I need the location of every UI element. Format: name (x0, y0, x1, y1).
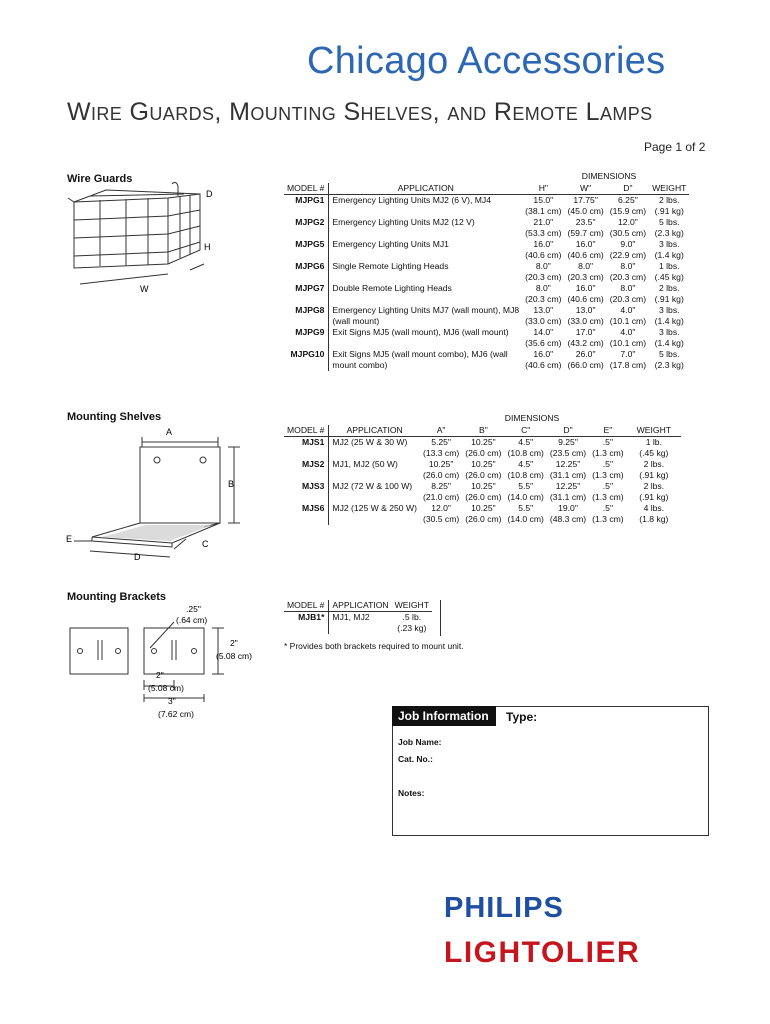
philips-logo: PHILIPS (444, 892, 564, 924)
e-line: .5" (602, 459, 613, 469)
h-cell (522, 239, 564, 261)
wire-guard-label-d: D (206, 189, 213, 199)
w-line: (40.6 cm) (567, 250, 604, 260)
bracket-dim-b1-cm: (5.08 cm) (148, 683, 184, 693)
h-line: 16.0" (533, 349, 554, 359)
weight-line: (.91 kg) (639, 492, 669, 502)
model-cell: MJPG8 (284, 305, 329, 327)
b-cell (462, 481, 504, 503)
a-line: 5.25" (431, 437, 451, 447)
weight-line: (1.4 kg) (654, 250, 684, 260)
e-line: (1.3 cm) (592, 492, 624, 502)
table-row (284, 481, 681, 503)
bracket-weight (392, 612, 432, 635)
b-line: 10.25" (471, 437, 496, 447)
d-line: (20.3 cm) (609, 272, 647, 282)
app-line (332, 250, 519, 261)
d-line: (31.1 cm) (549, 470, 587, 480)
w-cell (564, 349, 606, 371)
application-cell: MJ2 (125 W & 250 W) (332, 503, 417, 513)
wire-guard-label-w: W (140, 284, 149, 294)
weight-cell (649, 217, 689, 239)
e-line: .5" (602, 503, 613, 513)
d-line: (10.1 cm) (609, 316, 647, 326)
h-cell (522, 261, 564, 283)
weight-cell (627, 437, 681, 460)
h-line: 14.0" (533, 327, 554, 337)
h-line: 21.0" (533, 217, 554, 227)
weight-cell (649, 195, 689, 218)
col-weight: WEIGHT (392, 600, 432, 612)
a-cell (420, 437, 462, 460)
w-line: (33.0 cm) (567, 316, 604, 326)
h-line: (20.3 cm) (525, 272, 562, 282)
c-cell (505, 481, 547, 503)
model-cell: MJPG5 (284, 239, 329, 261)
weight-line: 2 lbs. (643, 459, 665, 469)
a-line: (26.0 cm) (422, 470, 460, 480)
col-model: MODEL # (284, 183, 329, 195)
job-name-label: Job Name: (398, 737, 442, 747)
weight-line: 2 lbs. (658, 195, 680, 205)
a-line: 10.25" (428, 459, 454, 469)
app-cell (329, 217, 522, 239)
col-a: A" (420, 425, 462, 437)
cat-no-label: Cat. No.: (398, 754, 433, 764)
w-cell (564, 327, 606, 349)
table-row (284, 349, 689, 371)
d-line: (15.9 cm) (609, 206, 647, 216)
d-line: 12.25" (555, 481, 581, 491)
h-line: 8.0" (535, 261, 551, 271)
model-cell: MJS1 (284, 437, 329, 460)
model-cell: MJS6 (284, 503, 329, 525)
weight-line: 3 lbs. (658, 239, 680, 249)
w-line: (40.6 cm) (567, 294, 604, 304)
weight-line: 2 lbs. (643, 481, 665, 491)
shelf-label-b: B (228, 479, 235, 489)
w-cell (564, 217, 606, 239)
weight-line: 5 lbs. (658, 349, 680, 359)
h-line: 16.0" (533, 239, 554, 249)
weight-line: 3 lbs. (658, 305, 680, 315)
a-cell (420, 503, 462, 525)
app-cell (329, 327, 522, 349)
d-cell (607, 283, 649, 305)
h-cell (522, 283, 564, 305)
d-line: (31.1 cm) (549, 492, 587, 502)
job-information-heading: Job Information (392, 706, 496, 726)
bracket-weight-kg: (.23 kg) (397, 623, 427, 633)
w-line: 16.0" (575, 283, 596, 293)
wire-guards-heading: Wire Guards (67, 173, 133, 185)
bracket-dim-b1-in: 2" (156, 670, 164, 680)
d-line: (30.5 cm) (609, 228, 647, 238)
app-cell (329, 195, 522, 218)
h-cell (522, 349, 564, 371)
col-c: C" (505, 425, 547, 437)
b-line: (26.0 cm) (465, 492, 502, 502)
h-line: 15.0" (533, 195, 554, 205)
d-line: 8.0" (620, 283, 636, 293)
e-cell (589, 481, 627, 503)
d-cell (607, 349, 649, 371)
d-line: (22.9 cm) (609, 250, 647, 260)
col-application: APPLICATION (329, 183, 522, 195)
c-line: 4.5" (518, 437, 534, 447)
b-line: 10.25" (471, 481, 496, 491)
h-line: (20.3 cm) (525, 294, 562, 304)
w-cell (564, 195, 606, 218)
shelf-label-a: A (166, 427, 173, 437)
app-line: Exit Signs MJ5 (wall mount), MJ6 (wall mount) (332, 327, 509, 337)
c-line: 4.5" (518, 459, 534, 469)
w-line: 8.0" (578, 261, 594, 271)
bracket-dim-top-cm: (.64 cm) (176, 615, 208, 625)
weight-cell (627, 459, 681, 481)
model-cell: MJPG9 (284, 327, 329, 349)
col-b: B" (462, 425, 504, 437)
w-cell (564, 261, 606, 283)
weight-line: (.91 kg) (654, 206, 684, 216)
d-line: 4.0" (620, 305, 636, 315)
bracket-model: MJB1* (284, 612, 329, 635)
w-cell (564, 283, 606, 305)
w-line: (66.0 cm) (567, 360, 604, 370)
c-line: 5.5" (518, 481, 534, 491)
app-line: (wall mount) (332, 316, 380, 326)
b-cell (462, 503, 504, 525)
w-line: 16.0" (575, 239, 596, 249)
table-row (284, 217, 689, 239)
w-line: (59.7 cm) (567, 228, 604, 238)
bracket-dim-b2-cm: (7.62 cm) (158, 709, 194, 719)
d-line: 6.25" (618, 195, 638, 205)
b-line: (26.0 cm) (465, 514, 502, 524)
d-cell (547, 481, 589, 503)
d-line: 12.0" (618, 217, 638, 227)
weight-line: 2 lbs. (658, 283, 680, 293)
h-cell (522, 327, 564, 349)
h-cell (522, 217, 564, 239)
w-line: 23.5" (575, 217, 596, 227)
h-cell (522, 305, 564, 327)
app-line: mount combo) (332, 360, 388, 370)
page-subtitle (67, 98, 653, 127)
weight-cell (627, 481, 681, 503)
app-line: Emergency Lighting Units MJ2 (6 V), MJ4 (332, 195, 491, 205)
table-row (284, 612, 432, 635)
w-cell (564, 239, 606, 261)
app-line: Exit Signs MJ5 (wall mount combo), MJ6 (wall (332, 349, 508, 359)
bracket-weight-lb: .5 lb. (402, 612, 422, 622)
c-line: (10.8 cm) (507, 448, 544, 458)
mounting-shelves-table (284, 425, 681, 525)
c-cell (505, 459, 547, 481)
app-line (332, 294, 519, 305)
d-line: (23.5 cm) (549, 448, 587, 458)
notes-label: Notes: (398, 788, 425, 798)
d-line: 4.0" (620, 327, 636, 337)
app-line: Emergency Lighting Units MJ2 (12 V) (332, 217, 475, 227)
mounting-brackets-heading: Mounting Brackets (67, 591, 167, 603)
weight-line: (1.4 kg) (654, 316, 684, 326)
a-cell (420, 481, 462, 503)
col-model: MODEL # (284, 600, 329, 612)
table-row (284, 437, 681, 460)
b-line: (26.0 cm) (465, 448, 502, 458)
a-line: (30.5 cm) (422, 514, 460, 524)
d-cell (607, 217, 649, 239)
b-line: (26.0 cm) (465, 470, 502, 480)
shelves-header-row (284, 425, 681, 437)
bracket-application: MJ1, MJ2 (332, 612, 370, 622)
app-cell (329, 305, 522, 327)
app-line: Single Remote Lighting Heads (332, 261, 449, 271)
d-cell (607, 261, 649, 283)
d-line: (10.1 cm) (609, 338, 647, 348)
col-e: E" (589, 425, 627, 437)
app-cell (329, 283, 522, 305)
d-line: (17.8 cm) (609, 360, 647, 370)
h-cell (522, 195, 564, 218)
brackets-header-row (284, 600, 432, 612)
h-line: 8.0" (535, 283, 551, 293)
a-line: (21.0 cm) (422, 492, 460, 502)
h-line: (40.6 cm) (525, 360, 562, 370)
a-line: 8.25" (431, 481, 451, 491)
d-cell (607, 239, 649, 261)
table-row (284, 261, 689, 283)
d-line: (48.3 cm) (549, 514, 587, 524)
table-row (284, 305, 689, 327)
mounting-brackets-table (284, 600, 432, 634)
model-cell: MJPG1 (284, 195, 329, 218)
a-cell (420, 459, 462, 481)
weight-line: (.45 kg) (654, 272, 684, 282)
c-line: (14.0 cm) (507, 492, 544, 502)
h-line: 13.0" (533, 305, 554, 315)
app-line: Emergency Lighting Units MJ1 (332, 239, 449, 249)
d-line: 9.0" (620, 239, 636, 249)
weight-cell (649, 349, 689, 371)
wire-guards-header-row (284, 183, 689, 195)
lightolier-logo: LIGHTOLIER (444, 936, 641, 969)
e-cell (589, 437, 627, 460)
col-h: H" (522, 183, 564, 195)
bracket-table-rule (440, 600, 441, 636)
wire-guards-table (284, 183, 689, 371)
weight-cell (649, 305, 689, 327)
col-d: D" (607, 183, 649, 195)
w-line: 17.75" (573, 195, 598, 205)
table-row (284, 195, 689, 218)
d-cell (607, 327, 649, 349)
bracket-dim-b2-in: 3" (168, 696, 176, 706)
d-line: 8.0" (620, 261, 636, 271)
table-row (284, 503, 681, 525)
app-cell (329, 349, 522, 371)
c-cell (505, 437, 547, 460)
weight-line: 1 lb. (645, 437, 662, 447)
e-line: .5" (602, 481, 613, 491)
col-weight: WEIGHT (627, 425, 681, 437)
weight-line: (.45 kg) (639, 448, 669, 458)
d-line: 19.0" (558, 503, 578, 513)
d-cell (607, 305, 649, 327)
shelf-label-d: D (134, 552, 141, 562)
weight-line: 3 lbs. (658, 327, 680, 337)
app-line (332, 228, 519, 239)
page-title: Chicago Accessories (307, 40, 666, 82)
col-application: APPLICATION (329, 600, 392, 612)
table-row (284, 239, 689, 261)
model-cell: MJS2 (284, 459, 329, 481)
weight-line: 4 lbs. (643, 503, 665, 513)
bracket-dim-side-in: 2" (230, 638, 238, 648)
c-cell (505, 503, 547, 525)
wire-guard-diagram (60, 180, 220, 300)
b-line: 10.25" (471, 503, 496, 513)
app-cell (329, 261, 522, 283)
w-line: (45.0 cm) (567, 206, 604, 216)
app-line (332, 338, 519, 349)
weight-line: (1.4 kg) (654, 338, 684, 348)
col-weight: WEIGHT (649, 183, 689, 195)
c-line: (14.0 cm) (507, 514, 544, 524)
b-cell (462, 459, 504, 481)
application-cell: MJ2 (25 W & 30 W) (332, 437, 408, 447)
app-cell (329, 239, 522, 261)
app-line: Double Remote Lighting Heads (332, 283, 452, 293)
d-line: 12.25" (555, 459, 581, 469)
d-line: 9.25" (558, 437, 578, 447)
weight-cell (627, 503, 681, 525)
d-cell (547, 437, 589, 460)
bracket-dim-top-in: .25" (186, 604, 201, 614)
bracket-dim-side-cm: (5.08 cm) (216, 651, 252, 661)
bracket-footnote: * Provides both brackets required to mount unit. (284, 641, 464, 651)
app-line: Emergency Lighting Units MJ7 (wall mount), MJ8 (332, 305, 520, 315)
weight-line: (2.3 kg) (654, 360, 684, 370)
wire-guard-label-h: H (204, 242, 211, 252)
model-cell: MJPG2 (284, 217, 329, 239)
model-cell: MJPG7 (284, 283, 329, 305)
h-line: (35.6 cm) (525, 338, 562, 348)
weight-line: 5 lbs. (658, 217, 680, 227)
shelf-label-c: C (202, 539, 209, 549)
d-cell (547, 459, 589, 481)
wire-guards-dimensions-label: DIMENSIONS (581, 171, 637, 181)
model-cell: MJPG6 (284, 261, 329, 283)
d-line: (20.3 cm) (609, 294, 647, 304)
e-cell (589, 459, 627, 481)
h-line: (38.1 cm) (525, 206, 562, 216)
b-cell (462, 437, 504, 460)
w-cell (564, 305, 606, 327)
w-line: 17.0" (575, 327, 596, 337)
e-line: (1.3 cm) (592, 470, 624, 480)
col-d: D" (547, 425, 589, 437)
c-line: (10.8 cm) (507, 470, 544, 480)
table-row (284, 327, 689, 349)
col-application: APPLICATION (329, 425, 420, 437)
col-w: W" (564, 183, 606, 195)
shelves-dimensions-label: DIMENSIONS (504, 413, 560, 423)
application-cell: MJ2 (72 W & 100 W) (332, 481, 413, 491)
a-line: (13.3 cm) (422, 448, 460, 458)
job-type-label: Type: (506, 710, 538, 724)
application-cell: MJ1, MJ2 (50 W) (332, 459, 398, 469)
b-line: 10.25" (471, 459, 496, 469)
d-cell (547, 503, 589, 525)
c-line: 5.5" (518, 503, 534, 513)
weight-line: (.91 kg) (654, 294, 684, 304)
weight-cell (649, 283, 689, 305)
app-line (332, 272, 519, 283)
subtitle-text: Wire Guards, Mounting Shelves, and Remote Lamps (67, 98, 653, 126)
e-line: (1.3 cm) (592, 448, 624, 458)
e-line: (1.3 cm) (592, 514, 624, 524)
table-row (284, 283, 689, 305)
a-line: 12.0" (431, 503, 451, 513)
d-cell (607, 195, 649, 218)
model-cell: MJS3 (284, 481, 329, 503)
d-line: 7.0" (620, 349, 636, 359)
e-line: .5" (602, 437, 613, 447)
mounting-shelves-heading: Mounting Shelves (67, 411, 162, 423)
weight-cell (649, 327, 689, 349)
weight-line: (.91 kg) (639, 470, 669, 480)
page-number: Page 1 of 2 (644, 140, 706, 154)
shelf-label-e: E (66, 534, 73, 544)
h-line: (53.3 cm) (525, 228, 562, 238)
mounting-shelf-diagram (62, 425, 242, 565)
weight-line: (2.3 kg) (654, 228, 684, 238)
weight-line: (1.8 kg) (639, 514, 669, 524)
w-line: (20.3 cm) (567, 272, 604, 282)
weight-cell (649, 239, 689, 261)
model-cell: MJPG10 (284, 349, 329, 371)
app-line (332, 206, 519, 217)
w-line: (43.2 cm) (567, 338, 604, 348)
table-row (284, 459, 681, 481)
h-line: (40.6 cm) (525, 250, 562, 260)
w-line: 26.0" (575, 349, 596, 359)
w-line: 13.0" (575, 305, 596, 315)
weight-cell (649, 261, 689, 283)
weight-line: 1 lbs. (658, 261, 680, 271)
mounting-bracket-diagram (64, 600, 254, 725)
h-line: (33.0 cm) (525, 316, 562, 326)
e-cell (589, 503, 627, 525)
col-model: MODEL # (284, 425, 329, 437)
